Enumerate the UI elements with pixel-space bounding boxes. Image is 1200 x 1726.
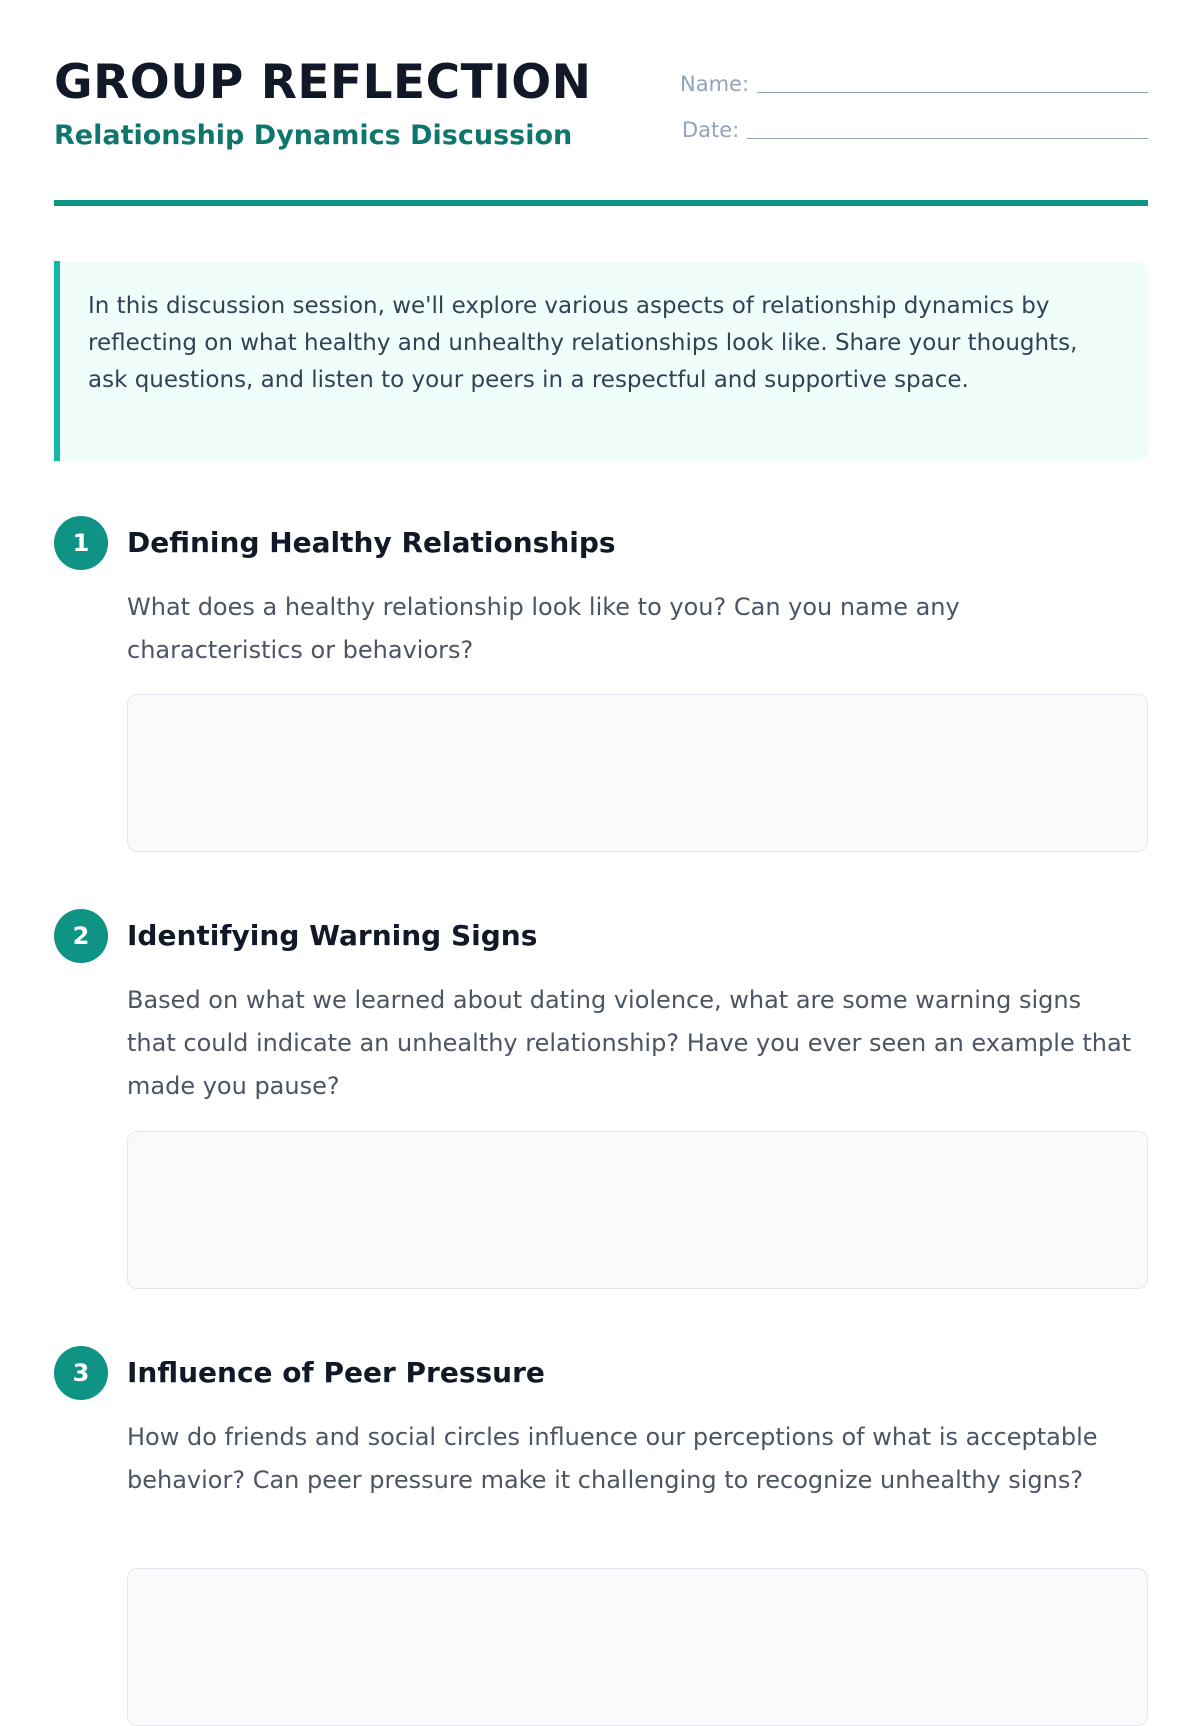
name-blank-line[interactable] bbox=[757, 92, 1148, 93]
date-field bbox=[682, 114, 1148, 144]
date-blank-line[interactable] bbox=[747, 138, 1148, 139]
date-label: Date: bbox=[682, 118, 740, 142]
question-prompt: How do friends and social circles influence our perceptions of what is acceptable behavior? Can peer pressure make it challenging to recognize unhealthy signs? bbox=[127, 1423, 1098, 1494]
answer-box[interactable] bbox=[127, 694, 1148, 852]
question-title: Defining Healthy Relationships bbox=[127, 526, 616, 559]
name-field bbox=[680, 68, 1148, 98]
page-subtitle: Relationship Dynamics Discussion bbox=[54, 120, 573, 151]
question-prompt: What does a healthy relationship look like to you? Can you name any characteristics or behaviors? bbox=[127, 593, 960, 664]
question-number-badge: 1 bbox=[54, 516, 108, 570]
header-divider bbox=[54, 200, 1148, 206]
question-title: Identifying Warning Signs bbox=[127, 919, 538, 952]
question-title: Influence of Peer Pressure bbox=[127, 1356, 545, 1389]
question-prompt: Based on what we learned about dating violence, what are some warning signs that could indicate an unhealthy relationship? Have you ever seen an example that made you pause? bbox=[127, 986, 1132, 1100]
answer-box[interactable] bbox=[127, 1568, 1148, 1726]
page-title: GROUP REFLECTION bbox=[54, 55, 592, 110]
question-number-badge: 3 bbox=[54, 1346, 108, 1400]
name-label: Name: bbox=[680, 72, 750, 96]
answer-box[interactable] bbox=[127, 1131, 1148, 1289]
intro-callout: In this discussion session, we'll explore various aspects of relationship dynamics by reflecting on what healthy and unhealthy relationships look like. Share your thoughts, ask questions, and listen to your peers in a respectful and supportive space. bbox=[54, 261, 1148, 461]
worksheet-page bbox=[54, 0, 1148, 1600]
worksheet-header bbox=[54, 50, 1148, 160]
question-number-badge: 2 bbox=[54, 909, 108, 963]
